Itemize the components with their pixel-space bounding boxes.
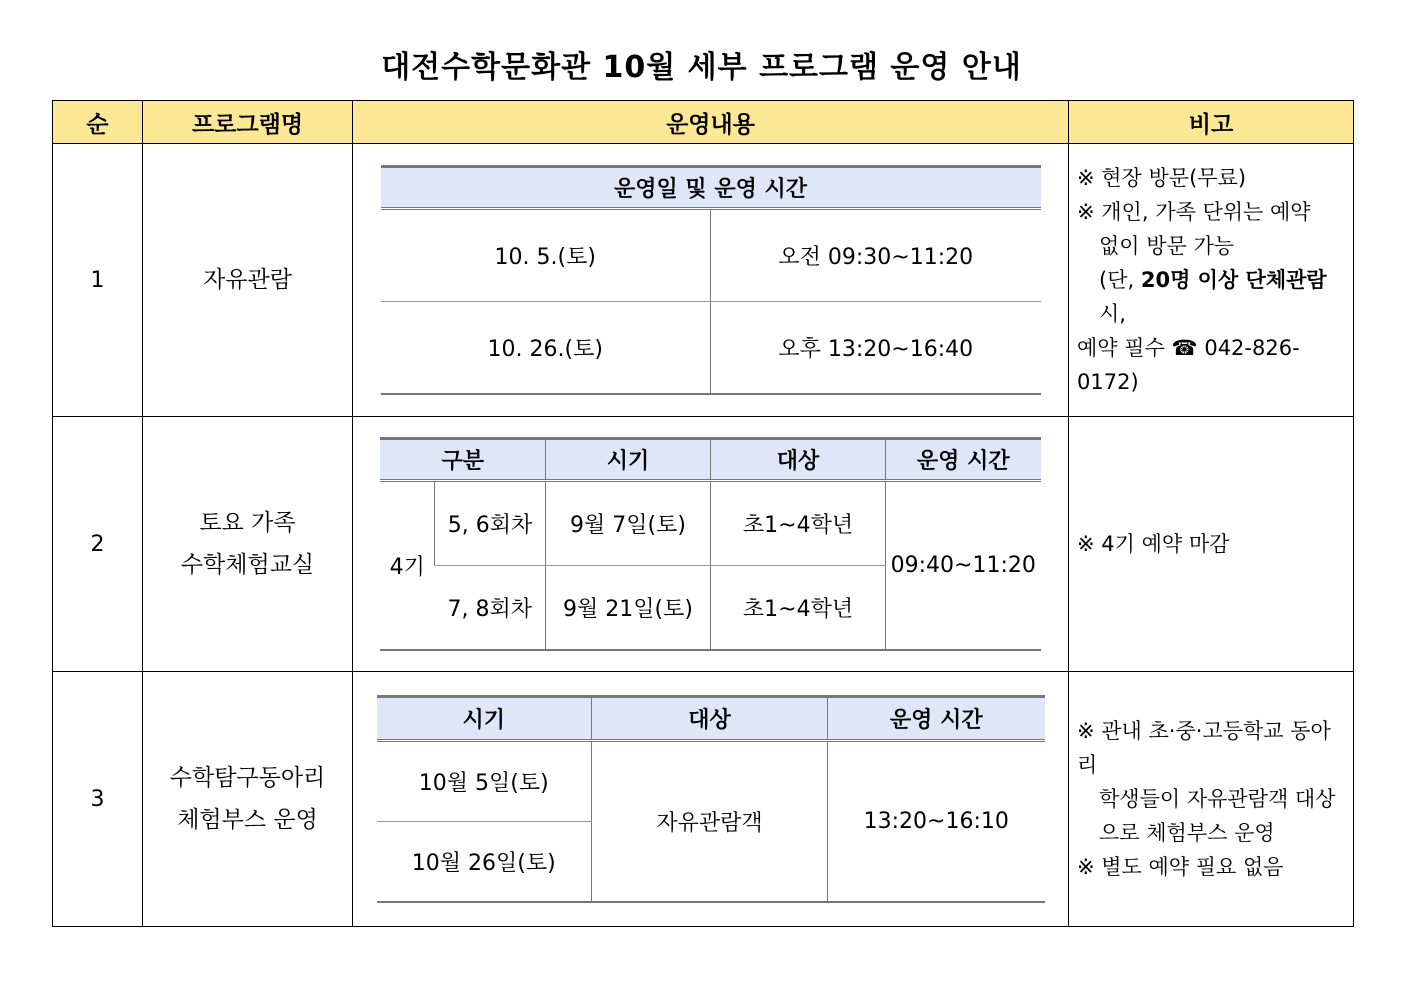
table-row (53, 672, 1354, 927)
table-header-row (53, 101, 1354, 144)
header-program: 프로그램명 (143, 101, 353, 144)
program-name: 수학탐구동아리 체험부스 운영 (143, 672, 353, 927)
session-table (380, 437, 1040, 652)
schedule-header: 운영일 및 운영 시간 (381, 166, 1041, 208)
session-date: 9월 21일(토) (546, 565, 711, 650)
note-line: ※ 별도 예약 필요 없음 (1077, 855, 1284, 879)
session-header: 구분 (380, 438, 545, 480)
row-number: 2 (53, 417, 143, 672)
row-number: 3 (53, 672, 143, 927)
club-table (377, 695, 1045, 904)
note-line: ※ 현장 방문(무료) (1077, 166, 1247, 190)
note-cell (1069, 144, 1354, 417)
note-line: 예약 필수 ☎ 042-826-0172) (1077, 336, 1300, 394)
club-header: 운영 시간 (828, 696, 1045, 740)
note-emphasis: 20명 이상 단체관람 (1140, 268, 1327, 292)
note-line: 없이 방문 가능 (1099, 234, 1235, 258)
note-line: (단, 20명 이상 단체관람 시, (1099, 268, 1327, 326)
club-target: 자유관람객 (592, 740, 828, 902)
program-table (52, 100, 1354, 927)
schedule-time: 오후 13:20~16:40 (711, 301, 1041, 394)
session-target: 초1~4학년 (711, 480, 886, 565)
term-cell: 4기 (380, 480, 434, 650)
schedule-date: 10. 26.(토) (381, 301, 711, 394)
club-header: 시기 (377, 696, 592, 740)
session-date: 9월 7일(토) (546, 480, 711, 565)
club-date: 10월 5일(토) (377, 740, 592, 821)
session-header: 시기 (546, 438, 711, 480)
club-time: 13:20~16:10 (828, 740, 1045, 902)
note-line: 학생들이 자유관람객 대상 (1099, 787, 1336, 811)
club-date: 10월 26일(토) (377, 821, 592, 902)
table-row (53, 417, 1354, 672)
program-name: 토요 가족 수학체험교실 (143, 417, 353, 672)
note-cell (1069, 417, 1354, 672)
table-row (53, 144, 1354, 417)
header-no: 순 (53, 101, 143, 144)
header-content: 운영내용 (353, 101, 1069, 144)
session-target: 초1~4학년 (711, 565, 886, 650)
program-name: 자유관람 (143, 144, 353, 417)
club-header: 대상 (592, 696, 828, 740)
session-header: 운영 시간 (886, 438, 1041, 480)
content-cell (353, 672, 1069, 927)
session-round: 5, 6회차 (434, 480, 545, 565)
header-note: 비고 (1069, 101, 1354, 144)
schedule-time: 오전 09:30~11:20 (711, 208, 1041, 301)
note-line: ※ 4기 예약 마감 (1077, 532, 1230, 556)
session-header: 대상 (711, 438, 886, 480)
page-title: 대전수학문화관 10월 세부 프로그램 운영 안내 (381, 50, 1022, 85)
note-cell (1069, 672, 1354, 927)
content-cell (353, 144, 1069, 417)
note-line: ※ 개인, 가족 단위는 예약 (1077, 200, 1311, 224)
note-line: 으로 체험부스 운영 (1099, 821, 1275, 845)
session-round: 7, 8회차 (434, 565, 545, 650)
session-time: 09:40~11:20 (886, 480, 1041, 650)
schedule-table (381, 165, 1041, 396)
schedule-date: 10. 5.(토) (381, 208, 711, 301)
row-number: 1 (53, 144, 143, 417)
note-line: ※ 관내 초·중·고등학교 동아리 (1077, 719, 1331, 777)
content-cell (353, 417, 1069, 672)
